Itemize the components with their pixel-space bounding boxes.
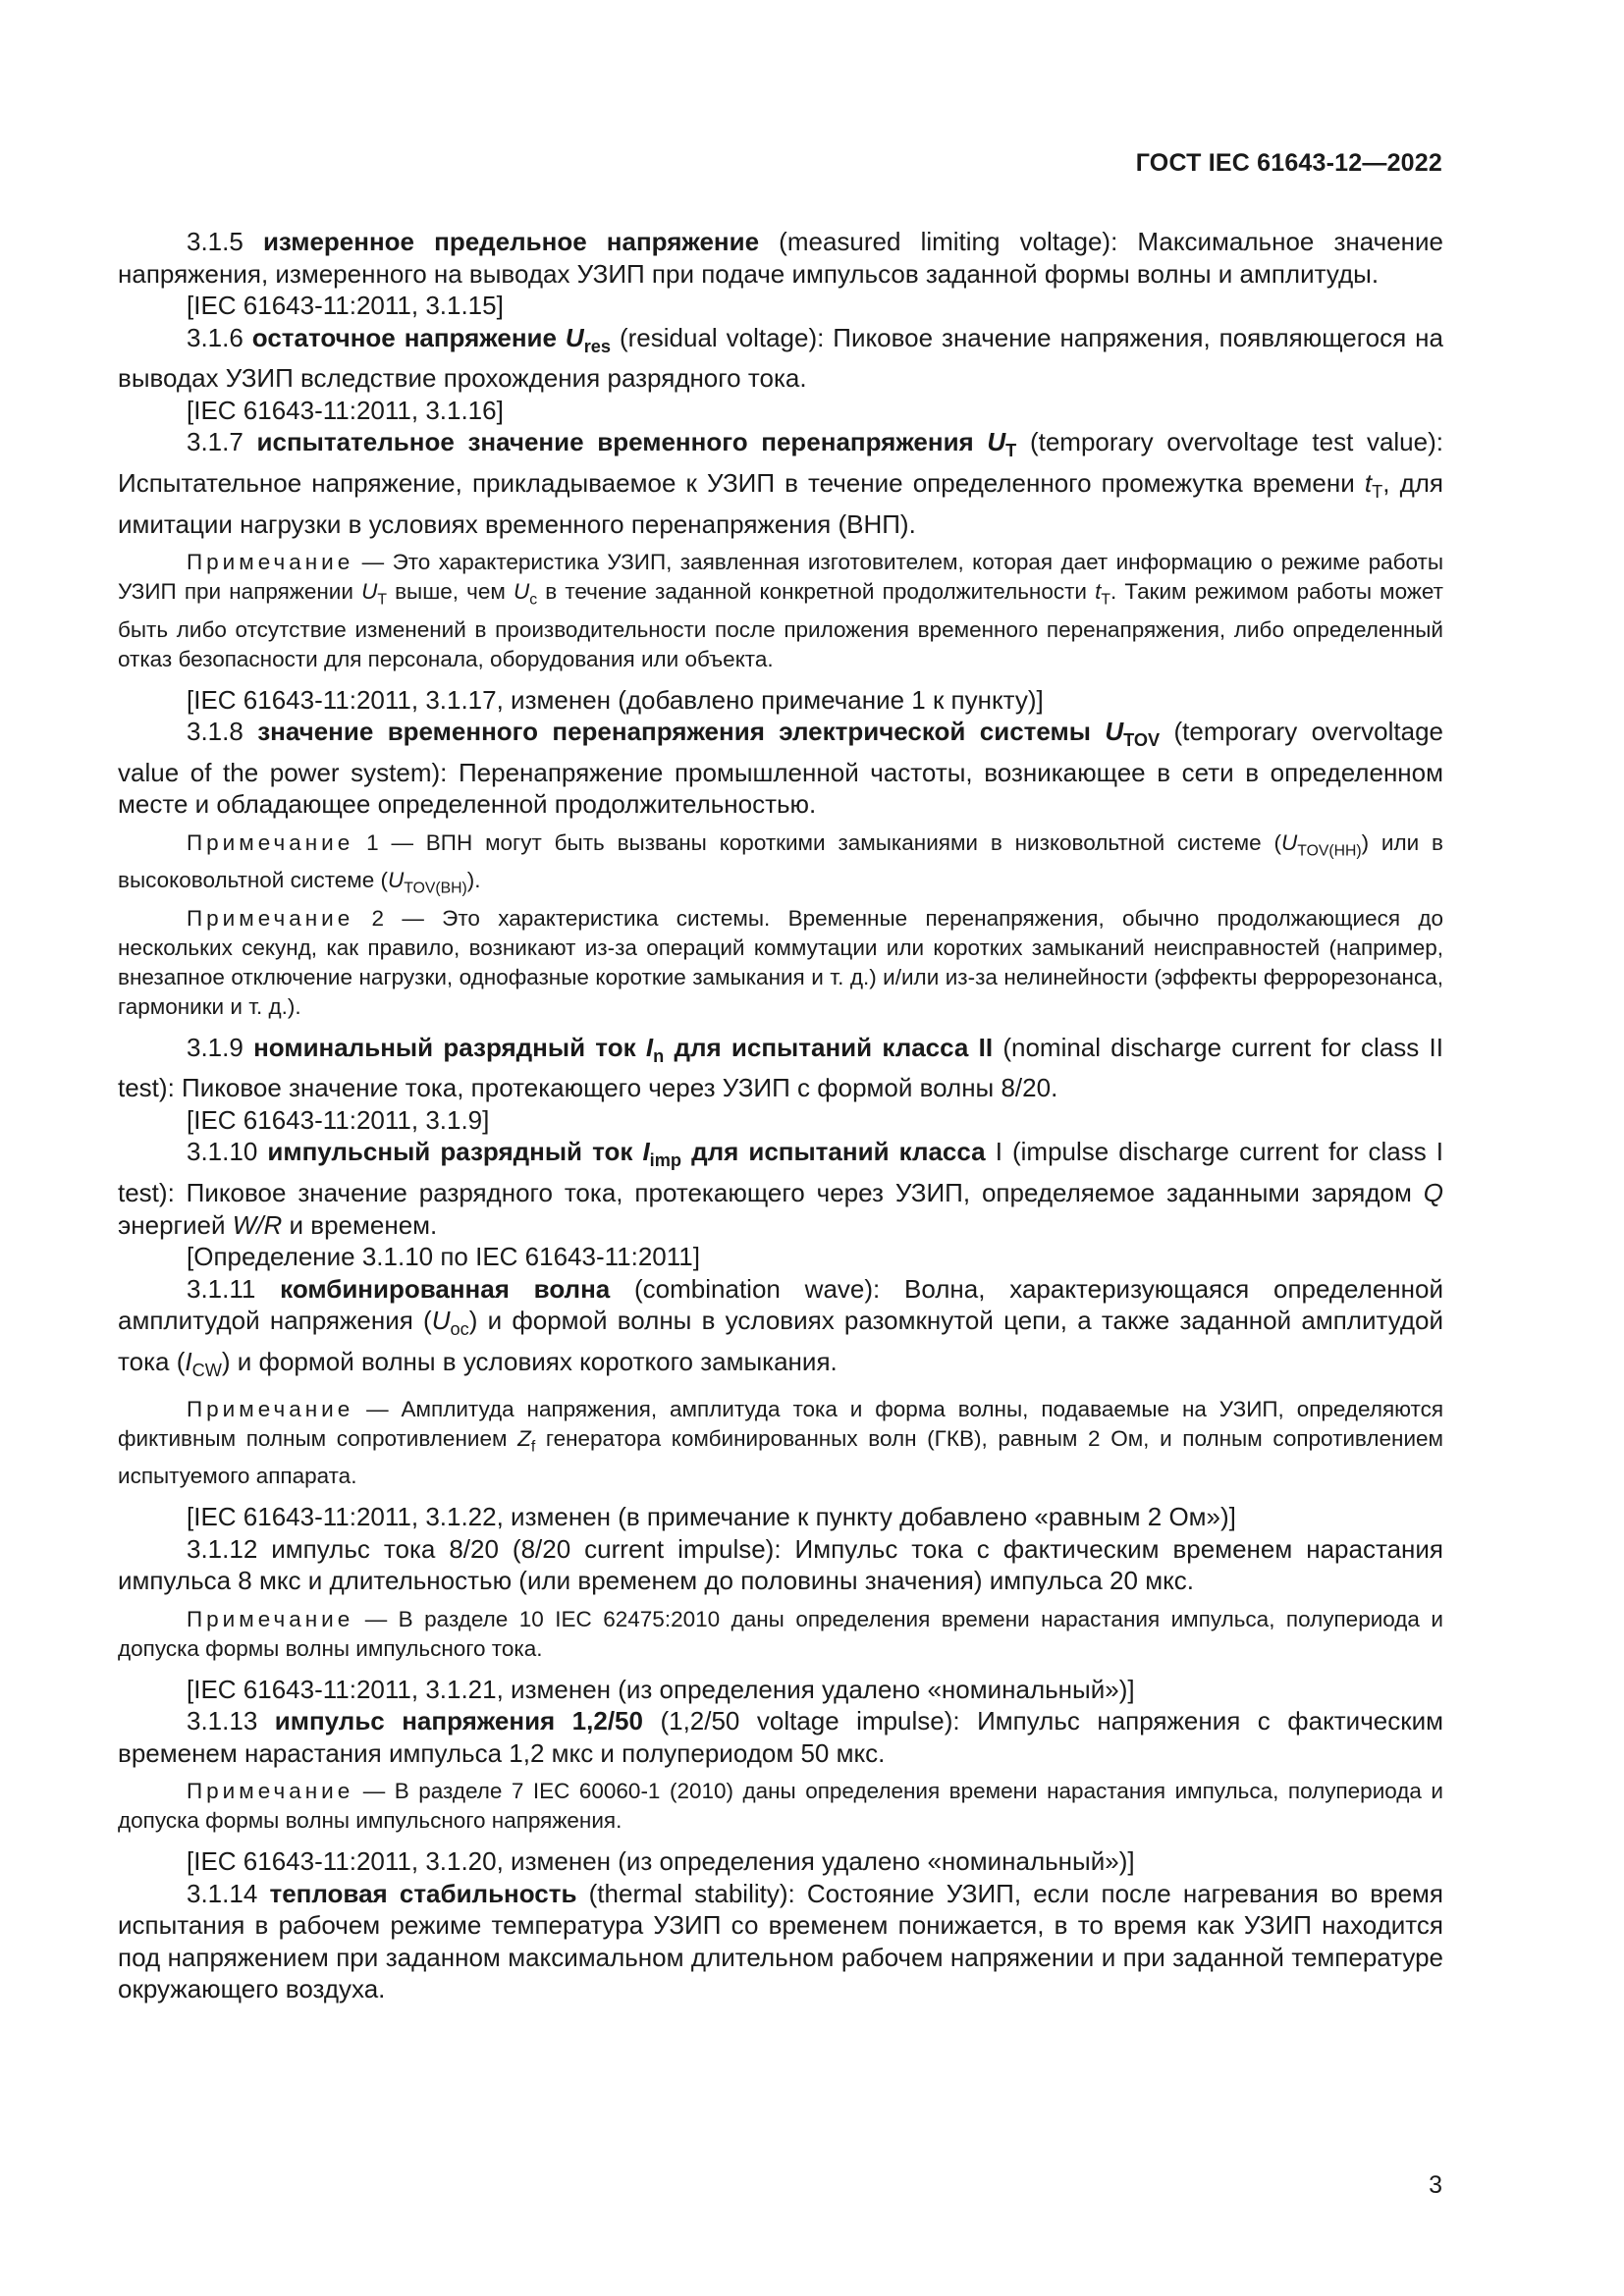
definition: энергией <box>118 1209 233 1240</box>
note-text: — В разделе 7 IEC 60060-1 (2010) даны определения времени нарастания импульса, полупериода и допуска формы волны импульсного напряжения. <box>118 1779 1443 1833</box>
clause-3-1-7 <box>118 426 1443 540</box>
symbol: U <box>1280 829 1298 855</box>
definition: (residual voltage): Пиковое значение напряжения, появляющегося на выводах УЗИП вследствие прохождения разрядного тока. <box>118 322 1443 394</box>
note-text: ) или в высоковольтной системе ( <box>118 829 1443 893</box>
clause-number: 3.1.11 <box>187 1273 256 1304</box>
page-number: 3 <box>1429 2171 1442 2199</box>
note-text: ). <box>466 868 481 893</box>
reference: [IEC 61643-11:2011, 3.1.20, изменен (из определения удалено «номинальный»)] <box>187 1846 1135 1876</box>
symbol: t <box>1364 467 1373 498</box>
reference: [IEC 61643-11:2011, 3.1.9] <box>187 1104 490 1135</box>
definition: (combination wave): Волна, характеризующаяся определенной амплитудой напряжения ( <box>118 1273 1443 1336</box>
note-text: — В разделе 10 IEC 62475:2010 даны определения времени нарастания импульса, полупериода и допуска формы волны импульсного тока. <box>118 1606 1443 1661</box>
term: номинальный разрядный ток <box>253 1032 646 1062</box>
note-text: в течение заданной конкретной продолжительности <box>537 579 1096 605</box>
definition: и временем. <box>282 1209 438 1240</box>
symbol-subscript: n <box>653 1045 665 1066</box>
term: тепловая стабильность <box>269 1878 577 1908</box>
clause-number: 3.1.13 <box>187 1706 258 1735</box>
clause-3-1-11 <box>118 1273 1443 1387</box>
note-text: — Амплитуда напряжения, амплитуда тока и форма волны, подаваемые на УЗИП, определяются фиктивным полным сопротивлением <box>118 1396 1443 1451</box>
symbol: U <box>565 322 584 352</box>
note-label: Примечание <box>187 550 354 575</box>
reference: [IEC 61643-11:2011, 3.1.21, изменен (из определения удалено «номинальный»)] <box>187 1674 1135 1704</box>
clause-3-1-9 <box>118 1032 1443 1104</box>
note-text: . Таким режимом работы может быть либо отсутствие изменений в производительности после приложения временного перенапряжения, либо определенный отказ безопасности для персонала, оборудования или объекта. <box>118 579 1443 671</box>
clause-number: 3.1.14 <box>187 1878 258 1908</box>
definition: (temporary overvoltage value of the power system): Перенапряжение промышленной частоты, возникающее в сети в определенном месте и обладающее определенной продолжительностью. <box>118 717 1443 820</box>
clause-3-1-14 <box>118 1878 1443 2005</box>
symbol-subscript: f <box>530 1438 536 1455</box>
clause-number: 3.1.10 <box>187 1137 258 1167</box>
symbol: U <box>1105 717 1124 747</box>
definition: (measured limiting voltage): Максимальное значение напряжения, измеренного на выводах УЗИП при подаче импульсов заданной формы волны и амплитуды. <box>118 227 1443 289</box>
reference: [IEC 61643-11:2011, 3.1.17, изменен (добавлено примечание 1 к пункту)] <box>187 684 1044 715</box>
symbol-subscript: T <box>377 591 387 609</box>
reference: [IEC 61643-11:2011, 3.1.22, изменен (в примечание к пункту добавлено «равным 2 Ом»)] <box>187 1502 1236 1531</box>
note-text: 1 — ВПН могут быть вызваны короткими замыканиями в низковольтной системе ( <box>353 829 1281 855</box>
note <box>118 1395 1443 1492</box>
note <box>118 904 1443 1022</box>
clause-3-1-10 <box>118 1136 1443 1241</box>
note-text: генератора комбинированных волн (ГКВ), равным 2 Ом, и полным сопротивлением испытуемого аппарата. <box>118 1425 1443 1488</box>
note-label: Примечание <box>187 1606 354 1631</box>
note-label: Примечание <box>187 905 354 931</box>
clause-number: 3.1.12 <box>187 1533 258 1564</box>
term: испытательное значение временного перенапряжения <box>256 427 988 457</box>
symbol-subscript: T <box>1005 441 1017 461</box>
note-label: Примечание <box>187 829 354 855</box>
reference: [IEC 61643-11:2011, 3.1.15] <box>187 291 504 320</box>
symbol-subscript: TOV(ВН) <box>404 880 467 897</box>
note-label: Примечание <box>187 1779 354 1803</box>
symbol: I <box>642 1137 650 1167</box>
clause-number: 3.1.6 <box>187 322 244 352</box>
term: комбинированная волна <box>280 1273 611 1304</box>
term: значение временного перенапряжения электрической системы <box>257 717 1106 747</box>
clause-number: 3.1.7 <box>187 427 244 457</box>
document-body <box>118 226 1443 2005</box>
note-text: — Это характеристика УЗИП, заявленная изготовителем, которая дает информацию о режиме работы УЗИП при напряжении <box>118 550 1443 605</box>
symbol-subscript: oc <box>450 1319 469 1340</box>
symbol: Q <box>1423 1178 1443 1208</box>
definition: (thermal stability): Состояние УЗИП, если после нагревания во время испытания в рабочем режиме температура УЗИП со временем понижается, в то время как УЗИП находится под напряжением при заданном максимальном длительном рабочем напряжении и при заданной температуре окружающего воздуха. <box>118 1878 1443 2003</box>
definition: (nominal discharge current for class II test): Пиковое значение тока, протекающего через УЗИП с формой волны 8/20. <box>118 1032 1443 1103</box>
definition: импульс тока 8/20 (8/20 current impulse): Импульс тока с фактическим временем нарастания импульса 8 мкс и длительностью (или временем до половины значения) импульса 20 мкс. <box>118 1533 1443 1595</box>
symbol: Z <box>517 1425 531 1451</box>
term: для испытаний класса <box>681 1137 986 1167</box>
definition: ) и формой волны в условиях разомкнутой цепи, а также заданной амплитудой тока ( <box>118 1306 1443 1376</box>
definition: , для имитации нагрузки в условиях временного перенапряжения (ВНП). <box>118 467 1443 539</box>
term: импульсный разрядный ток <box>267 1137 643 1167</box>
symbol: U <box>388 868 405 893</box>
definition: (temporary overvoltage test value): Испытательное напряжение, прикладываемое к УЗИП в течение определенного промежутка времени <box>118 427 1443 498</box>
term: измеренное предельное напряжение <box>262 227 760 256</box>
clause-number: 3.1.8 <box>187 717 244 747</box>
clause-3-1-12 <box>118 1533 1443 1597</box>
symbol-subscript: T <box>1372 482 1383 503</box>
definition: I (impulse discharge current for class I test): Пиковое значение разрядного тока, протекающего через УЗИП, определяемое заданными зарядом <box>118 1137 1443 1208</box>
symbol-subscript: TOV <box>1123 730 1161 751</box>
clause-3-1-5 <box>118 226 1443 290</box>
symbol: t <box>1095 579 1102 605</box>
clause-3-1-13 <box>118 1705 1443 1769</box>
symbol: I <box>645 1032 654 1062</box>
clause-3-1-8 <box>118 716 1443 821</box>
term: для испытаний класса II <box>664 1032 994 1062</box>
note-text: 2 — Это характеристика системы. Временные перенапряжения, обычно продолжающиеся до нескольких секунд, как правило, возникают из-за операций коммутации или коротких замыканий неисправностей (например, внезапное отключение нагрузки, однофазные короткие замыкания и т. д.) и/или из-за нелинейности (эффекты феррорезонанса, гармоники и т. д.). <box>118 905 1443 1019</box>
symbol-subscript: T <box>1101 591 1110 609</box>
note <box>118 1777 1443 1836</box>
note <box>118 548 1443 674</box>
definition: (1,2/50 voltage impulse): Импульс напряжения с фактическим временем нарастания импульса 1,2 мкс и полупериодом 50 мкс. <box>118 1706 1443 1768</box>
term: импульс напряжения 1,2/50 <box>274 1706 643 1735</box>
symbol-subscript: TOV(НН) <box>1297 842 1362 860</box>
clause-number: 3.1.5 <box>187 227 244 256</box>
symbol: W/R <box>232 1209 283 1240</box>
symbol: I <box>185 1346 192 1376</box>
note-label: Примечание <box>187 1396 354 1421</box>
term: остаточное напряжение <box>251 322 566 352</box>
symbol: U <box>431 1306 451 1336</box>
definition: ) и формой волны в условиях короткого замыкания. <box>221 1346 838 1376</box>
clause-3-1-6 <box>118 322 1443 395</box>
reference: [Определение 3.1.10 по IEC 61643-11:2011] <box>187 1242 700 1272</box>
symbol-subscript: res <box>583 336 612 356</box>
symbol: U <box>987 427 1006 457</box>
symbol-subscript: c <box>529 591 538 609</box>
note-text: выше, чем <box>386 579 514 605</box>
note <box>118 828 1443 904</box>
clause-number: 3.1.9 <box>187 1032 244 1062</box>
symbol: U <box>361 579 378 605</box>
reference: [IEC 61643-11:2011, 3.1.16] <box>187 395 504 425</box>
symbol-subscript: imp <box>649 1150 682 1171</box>
symbol: U <box>513 579 530 605</box>
note <box>118 1605 1443 1664</box>
symbol-subscript: CW <box>191 1361 222 1380</box>
document-header: ГОСТ IEC 61643-12—2022 <box>1135 149 1442 177</box>
